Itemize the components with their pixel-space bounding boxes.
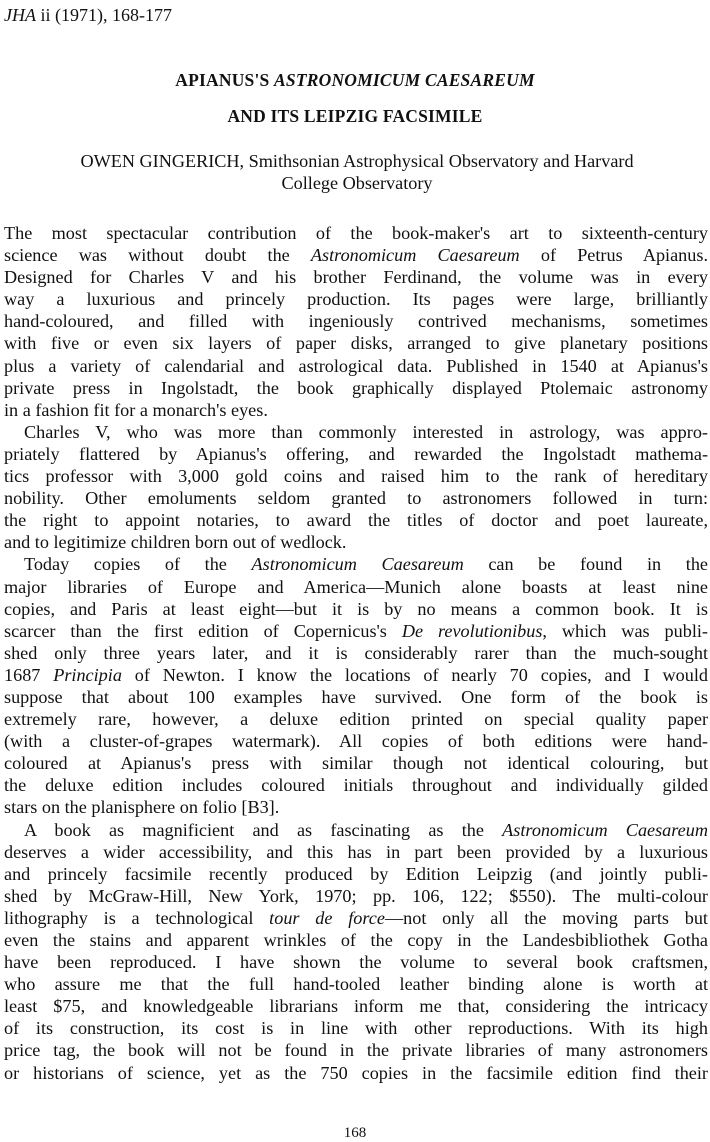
body-line: least $75, and knowledgeable librarians inform me that, considering the intricacy: [4, 996, 708, 1017]
page-number: 168: [343, 1125, 367, 1141]
journal-reference: [4, 4, 172, 26]
body-line: priately flattered by Apianus's offering, and rewarded the Ingolstadt mathema-: [4, 443, 708, 464]
body-line: shed only three years later, and it is considerably rarer than the much-sought: [4, 642, 708, 663]
body-line: major libraries of Europe and America—Munich alone boasts at least nine: [4, 576, 708, 597]
body-line: tics professor with 3,000 gold coins and raised him to the rank of hereditary: [4, 466, 708, 487]
body-line: hand-coloured, and filled with ingeniously contrived mechanisms, sometimes: [4, 311, 708, 332]
body-line: and princely facsimile recently produced by Edition Leipzig (and jointly publi-: [4, 863, 708, 884]
body-line: coloured at Apianus's press with similar though not identical colouring, but: [4, 753, 708, 774]
body-line: stars on the planisphere on folio [B3].: [4, 797, 280, 818]
body-line: The most spectacular contribution of the book-maker's art to sixteenth-century: [4, 223, 708, 243]
title-text: APIANUS'S: [175, 70, 275, 90]
body-line: plus a variety of calendarial and astrological data. Published in 1540 at Apianus's: [4, 355, 708, 376]
body-line: the deluxe edition includes coloured initials throughout and individually gilded: [4, 775, 708, 796]
title-italic-text: ASTRONOMICUM CAESAREUM: [274, 70, 535, 90]
body-line: way a luxurious and princely production. Its pages were large, brilliantly: [4, 289, 708, 310]
body-line: private press in Ingolstadt, the book graphically displayed Ptolemaic astronomy: [4, 377, 708, 398]
body-line: deserves a wider accessibility, and this has in part been provided by a luxurious: [4, 841, 708, 862]
body-line: 1687 Principia of Newton. I know the locations of nearly 70 copies, and I would: [4, 664, 708, 685]
body-line: nobility. Other emoluments seldom granted to astronomers followed in turn:: [4, 488, 708, 509]
body-line: who assure me that the full hand-tooled leather binding alone is worth at: [4, 974, 708, 995]
body-line: suppose that about 100 examples have survived. One form of the book is: [4, 686, 708, 707]
body-line: A book as magnificient and as fascinating as the Astronomicum Caesareum: [24, 819, 708, 840]
body-line: price tag, the book will not be found in the private libraries of many astronomers: [4, 1040, 708, 1061]
body-line: scarcer than the first edition of Copernicus's De revolutionibus, which was publi-: [4, 620, 708, 641]
body-line: and to legitimize children born out of wedlock.: [4, 532, 347, 553]
journal-abbreviation: JHA: [4, 5, 36, 25]
body-line: have been reproduced. I have shown the volume to several book craftsmen,: [4, 952, 708, 973]
body-line: in a fashion fit for a monarch's eyes.: [4, 399, 268, 420]
body-line: shed by McGraw-Hill, New York, 1970; pp. 106, 122; $550). The multi-colour: [4, 885, 708, 906]
article-title-line-1: [0, 70, 710, 91]
body-line: or historians of science, yet as the 750 copies in the facsimile edition find their: [4, 1062, 708, 1083]
body-line: the right to appoint notaries, to award the titles of doctor and poet laureate,: [4, 510, 708, 531]
article-body: [0, 222, 710, 1084]
body-line: extremely rare, however, a deluxe edition printed on special quality paper: [4, 709, 708, 730]
author-line-1: OWEN GINGERICH, Smithsonian Astrophysical Observatory and Harvard: [80, 151, 634, 171]
author-line-2: College Observatory: [281, 173, 433, 193]
body-line: copies, and Paris at least eight—but it is by no means a common book. It is: [4, 598, 708, 619]
body-line: lithography is a technological tour de force—not only all the moving parts but: [4, 907, 708, 928]
journal-volume-pages: ii (1971), 168-177: [35, 5, 172, 25]
body-line: Designed for Charles V and his brother Ferdinand, the volume was in every: [4, 267, 708, 288]
article-title-line-2: AND ITS LEIPZIG FACSIMILE: [227, 106, 483, 126]
author-affiliation: [8, 150, 706, 194]
body-line: (with a cluster-of-grapes watermark). All copies of both editions were hand-: [4, 731, 708, 752]
body-line: of its construction, its cost is in line with other reproductions. With its high: [4, 1018, 708, 1039]
body-line: science was without doubt the Astronomicum Caesareum of Petrus Apianus.: [4, 245, 708, 266]
body-line: Today copies of the Astronomicum Caesareum can be found in the: [24, 554, 708, 575]
body-line: even the stains and apparent wrinkles of the copy in the Landesbibliothek Gotha: [4, 930, 708, 950]
body-line: Charles V, who was more than commonly interested in astrology, was appro-: [24, 421, 708, 442]
body-line: with five or even six layers of paper disks, arranged to give planetary positions: [4, 333, 708, 354]
